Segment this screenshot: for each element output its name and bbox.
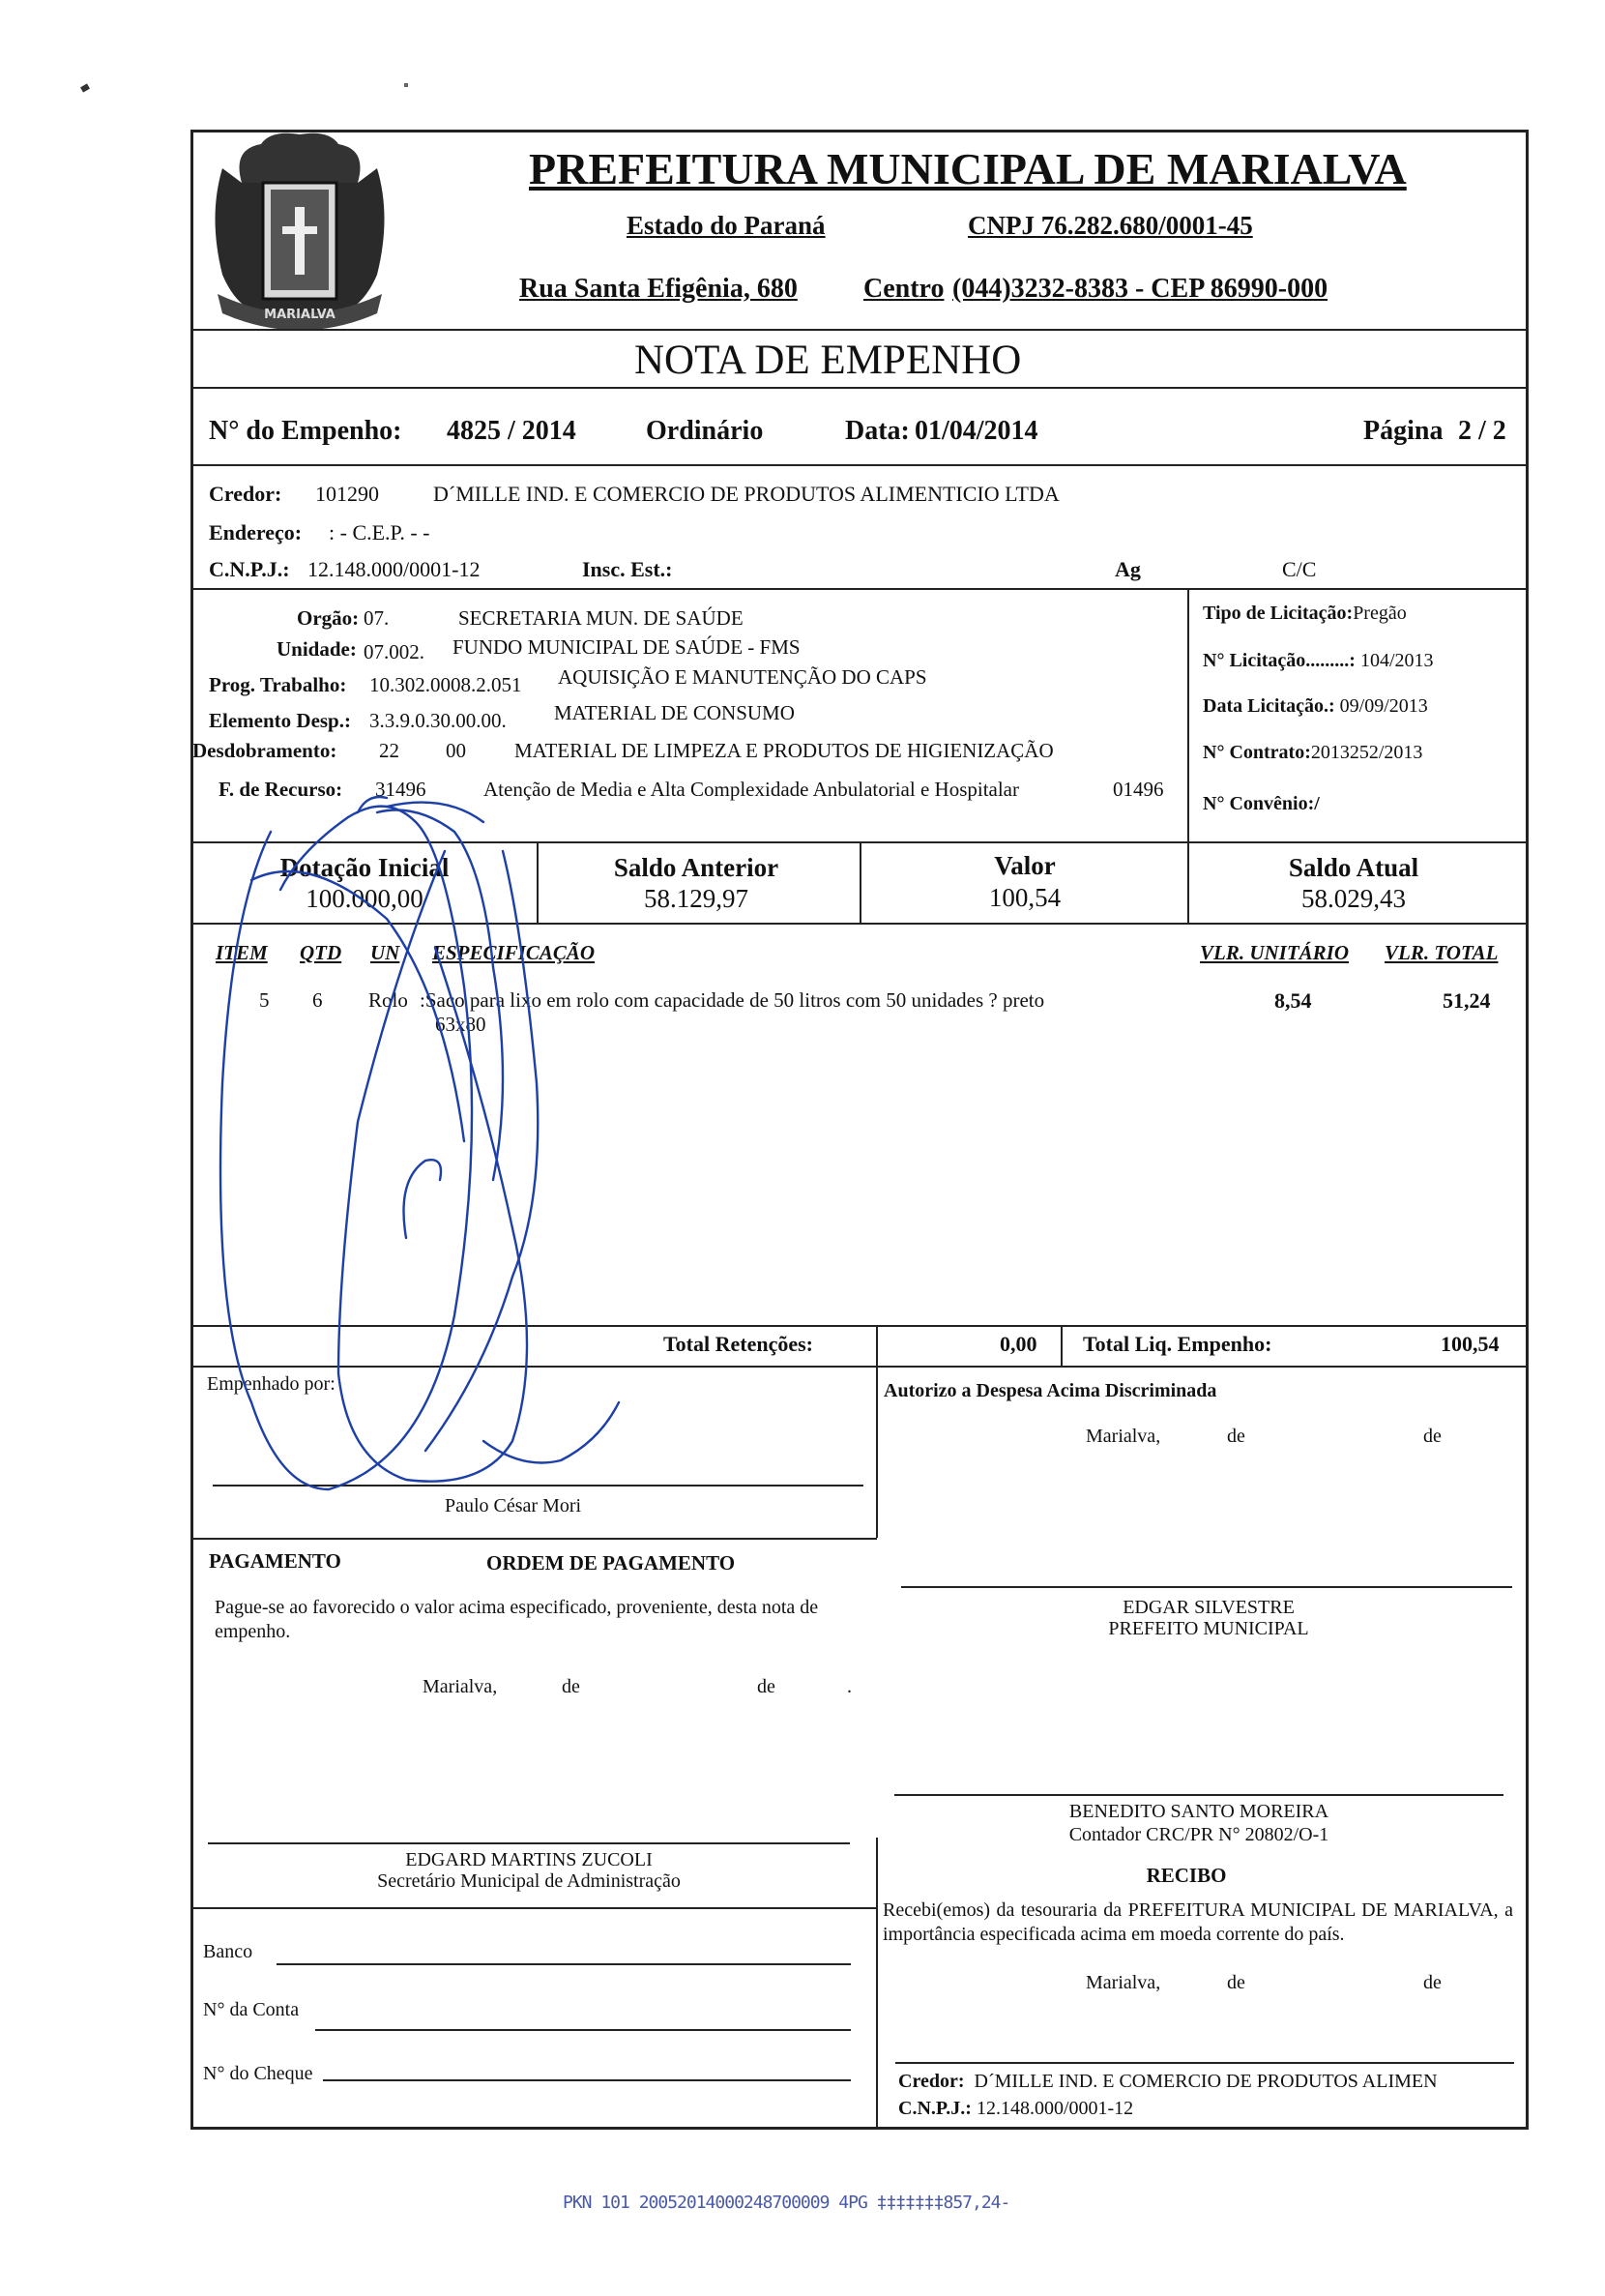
address-value: : - C.E.P. - -	[329, 520, 430, 545]
insc-est-label: Insc. Est.:	[582, 557, 673, 581]
recibo-de-2: de	[1423, 1972, 1442, 1993]
recibo-place: Marialva,	[1086, 1972, 1161, 1993]
pagamento-label: PAGAMENTO	[209, 1549, 341, 1573]
col-un: UN	[370, 941, 400, 964]
page-number: 2 / 2	[1458, 416, 1506, 446]
cnpj-header: CNPJ 76.282.680/0001-45	[968, 211, 1253, 240]
licitacao-type-value: Pregão	[1353, 603, 1407, 624]
creditor-cnpj: 12.148.000/0001-12	[307, 557, 481, 581]
pagamento-de-2: de	[757, 1676, 775, 1697]
item-spec-line-2: 63x80	[435, 1013, 486, 1036]
pagamento-place: Marialva,	[423, 1676, 498, 1697]
state-name: Estado do Paraná	[627, 211, 826, 240]
item-number: 5	[259, 988, 270, 1012]
contract-number	[1203, 742, 1422, 764]
licitacao-number-value: 104/2013	[1359, 650, 1434, 671]
desdobramento-code-2: 00	[446, 739, 466, 762]
pagamento-dot: .	[847, 1676, 852, 1697]
elemento-name: MATERIAL DE CONSUMO	[554, 701, 795, 724]
desdobramento-name: MATERIAL DE LIMPEZA E PRODUTOS DE HIGIENIZAÇÃO	[514, 739, 1054, 762]
valor-label: Valor	[994, 851, 1056, 880]
col-total: VLR. TOTAL	[1385, 941, 1499, 964]
convenio-label: N° Convênio:/	[1203, 793, 1320, 814]
cc-label: C/C	[1282, 557, 1317, 581]
prog-code: 10.302.0008.2.051	[369, 673, 522, 696]
saldo-atual-value: 58.029,43	[1301, 884, 1406, 913]
saldo-anterior-label: Saldo Anterior	[613, 853, 779, 882]
item-spec-line-1: :Saco para lixo em rolo com capacidade de 50 litros com 50 unidades ? preto	[420, 988, 1045, 1012]
valor-value: 100,54	[988, 883, 1062, 912]
district: Centro	[863, 274, 945, 304]
empenho-date-label: Data:	[845, 416, 910, 446]
col-qtd: QTD	[300, 941, 342, 964]
mayor-name: EDGAR SILVESTRE	[1123, 1597, 1295, 1618]
recurso-code: 31496	[375, 778, 426, 801]
cheque-label: N° do Cheque	[203, 2063, 313, 2084]
recurso-name: Atenção de Media e Alta Complexidade Anbulatorial e Hospitalar	[483, 778, 1019, 801]
scan-speck	[404, 83, 408, 87]
address-label: Endereço:	[209, 520, 303, 545]
desdobramento-label: Desdobramento:	[192, 739, 337, 762]
recibo-creditor-name: D´MILLE IND. E COMERCIO DE PRODUTOS ALIMEN	[974, 2071, 1438, 2092]
licitacao-date-value: 09/09/2013	[1339, 695, 1428, 717]
licitacao-date	[1203, 695, 1428, 718]
unidade-name: FUNDO MUNICIPAL DE SAÚDE - FMS	[452, 635, 801, 659]
phone-cep: (044)3232-8383 - CEP 86990-000	[952, 274, 1328, 304]
dotacao-inicial-label: Dotação Inicial	[279, 853, 450, 882]
licitacao-number	[1203, 650, 1434, 672]
prog-label: Prog. Trabalho:	[209, 673, 347, 696]
conta-label: N° da Conta	[203, 1999, 300, 2020]
recibo-cnpj-value: 12.148.000/0001-12	[976, 2098, 1134, 2119]
orgao-label: Orgão:	[297, 606, 360, 630]
total-retencoes-label: Total Retenções:	[663, 1332, 813, 1356]
cheque-field[interactable]	[323, 2079, 851, 2081]
empenho-date: 01/04/2014	[915, 416, 1038, 446]
total-retencoes-value: 0,00	[1000, 1332, 1037, 1356]
licitacao-number-label: N° Licitação.........:	[1203, 650, 1356, 671]
empenhado-por-label: Empenhado por:	[207, 1373, 336, 1395]
prog-name: AQUISIÇÃO E MANUTENÇÃO DO CAPS	[558, 665, 927, 689]
page-label: Página	[1363, 416, 1444, 446]
street-address: Rua Santa Efigênia, 680	[519, 274, 798, 304]
pagamento-de-1: de	[562, 1676, 580, 1697]
orgao-code: 07.	[364, 606, 390, 630]
recibo-cnpj	[898, 2098, 1133, 2120]
scan-speck	[80, 83, 90, 92]
banco-label: Banco	[203, 1941, 253, 1962]
licitacao-type	[1203, 603, 1407, 625]
desdobramento-code-1: 22	[379, 739, 399, 762]
municipal-crest-icon	[203, 130, 396, 338]
ordem-pagamento-label: ORDEM DE PAGAMENTO	[486, 1551, 736, 1575]
footer-machine-code: PKN 101 20052014000248700009 4PG ‡‡‡‡‡‡‡857,24-	[563, 2193, 1010, 2213]
unidade-code: 07.002.	[364, 640, 424, 663]
contract-number-value: 2013252/2013	[1310, 742, 1423, 763]
total-liq-label: Total Liq. Empenho:	[1083, 1332, 1272, 1356]
col-spec: ESPECIFICAÇÃO	[432, 941, 596, 964]
licitacao-type-label: Tipo de Licitação:	[1203, 603, 1354, 624]
municipality-title: PREFEITURA MUNICIPAL DE MARIALVA	[529, 144, 1407, 193]
elemento-code: 3.3.9.0.30.00.00.	[369, 709, 507, 732]
recibo-creditor	[898, 2071, 1438, 2093]
contract-number-label: N° Contrato:	[1203, 742, 1311, 763]
dotacao-inicial-value: 100.000,00	[306, 884, 423, 913]
autorizo-de-1: de	[1227, 1426, 1245, 1447]
mayor-title: PREFEITO MUNICIPAL	[1108, 1618, 1309, 1639]
autorizo-place: Marialva,	[1086, 1426, 1161, 1447]
creditor-code: 101290	[315, 482, 379, 506]
item-qtd: 6	[312, 988, 323, 1012]
total-liq-value: 100,54	[1441, 1332, 1500, 1356]
recibo-title: RECIBO	[1146, 1864, 1227, 1887]
handwritten-signature	[193, 774, 696, 1509]
empenho-number-label: N° do Empenho:	[209, 416, 402, 446]
autorizo-de-2: de	[1423, 1426, 1442, 1447]
creditor-name: D´MILLE IND. E COMERCIO DE PRODUTOS ALIMENTICIO LTDA	[433, 482, 1060, 506]
conta-field[interactable]	[315, 2029, 851, 2031]
item-unit-price: 8,54	[1274, 988, 1312, 1013]
document-title: NOTA DE EMPENHO	[634, 338, 1022, 383]
licitacao-date-label: Data Licitação.:	[1203, 695, 1335, 717]
svg-text:MARIALVA: MARIALVA	[264, 308, 336, 322]
orgao-name: SECRETARIA MUN. DE SAÚDE	[458, 606, 744, 630]
pagamento-text: Pague-se ao favorecido o valor acima especificado, proveniente, desta nota de empenho.	[215, 1597, 819, 1642]
col-unit-price: VLR. UNITÁRIO	[1200, 941, 1350, 964]
empenhado-por-name: Paulo César Mori	[445, 1495, 582, 1516]
creditor-label: Credor:	[209, 482, 282, 506]
recurso-ref: 01496	[1113, 778, 1164, 801]
secretary-title: Secretário Municipal de Administração	[377, 1870, 681, 1892]
unidade-label: Unidade:	[277, 637, 357, 661]
recurso-label: F. de Recurso:	[219, 778, 343, 801]
cnpj-label: C.N.P.J.:	[209, 557, 290, 581]
empenho-number: 4825 / 2014	[447, 416, 576, 446]
elemento-label: Elemento Desp.:	[209, 709, 351, 732]
accountant-title: Contador CRC/PR N° 20802/O-1	[1068, 1824, 1329, 1845]
ag-label: Ag	[1115, 557, 1141, 581]
recibo-text: Recebi(emos) da tesouraria da PREFEITURA MUNICIPAL DE MARIALVA, a importância especificada acima em moeda corrente do país.	[883, 1899, 1513, 1945]
autorizo-label: Autorizo a Despesa Acima Discriminada	[884, 1380, 1217, 1401]
recibo-cnpj-label: C.N.P.J.:	[898, 2098, 972, 2119]
accountant-name: BENEDITO SANTO MOREIRA	[1068, 1801, 1329, 1822]
item-unit: Rolo	[368, 988, 408, 1012]
item-total: 51,24	[1443, 988, 1491, 1013]
banco-field[interactable]	[277, 1963, 851, 1965]
saldo-atual-label: Saldo Atual	[1288, 853, 1419, 882]
saldo-anterior-value: 58.129,97	[644, 884, 748, 913]
recibo-creditor-label: Credor:	[898, 2071, 965, 2092]
empenho-type: Ordinário	[646, 416, 764, 446]
secretary-name: EDGARD MARTINS ZUCOLI	[405, 1849, 653, 1870]
col-item: ITEM	[216, 941, 268, 964]
recibo-de-1: de	[1227, 1972, 1245, 1993]
